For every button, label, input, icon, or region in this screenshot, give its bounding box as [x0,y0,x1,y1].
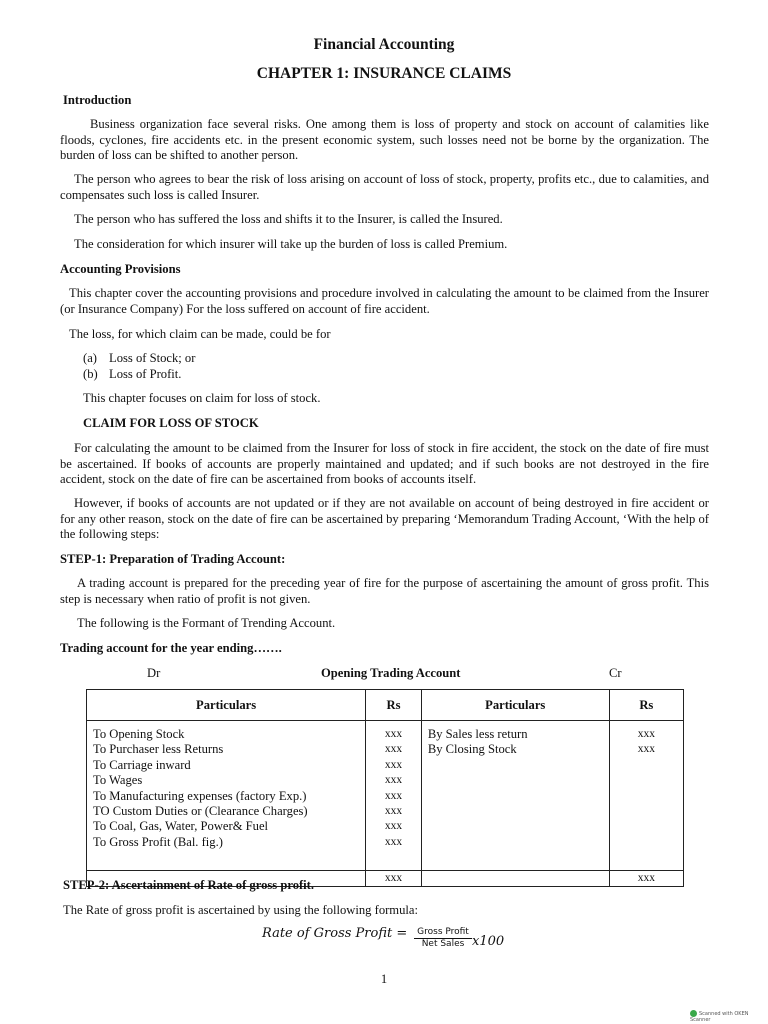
debit-item-amount: xxx [384,804,403,817]
debit-item-amount: xxx [384,789,403,802]
debit-item-label: To Wages [93,773,143,788]
introduction-heading: Introduction [63,93,132,107]
subject-title: Financial Accounting [313,36,455,53]
step1-paragraph-1: A trading account is prepared for the preceding year of fire for the purpose of ascertaining the amount of gross profit. This step is necessary when ratio of profit is not given. [60,576,709,606]
formula-numerator: Gross Profit [414,927,472,939]
debit-item-label: To Gross Profit (Bal. fig.) [93,834,223,849]
formula-fraction [414,927,472,949]
list-text: Loss of Profit. [109,367,182,381]
column-header: Rs [609,690,683,721]
debit-item-amount: xxx [384,774,403,787]
debit-item-label: To Purchaser less Returns [93,742,224,757]
scanner-logo-icon [690,1010,697,1017]
total-debit: xxx [366,871,422,887]
debit-item-label: To Carriage inward [93,757,191,772]
credit-particulars-cell [421,721,609,871]
step1-heading: STEP-1: Preparation of Trading Account: [60,552,286,566]
table-caption: Trading account for the year ending……. [60,641,282,655]
table-header-row [87,690,684,721]
total-spacer-cell [421,871,609,887]
column-header: Particulars [87,690,366,721]
debit-item-label: To Opening Stock [93,727,185,741]
debit-item-amount: xxx [384,743,403,756]
column-header: Rs [366,690,422,721]
debit-item-label: To Coal, Gas, Water, Power& Fuel [93,819,269,834]
column-header: Particulars [421,690,609,721]
provisions-paragraph-3: This chapter focuses on claim for loss of stock. [83,391,321,405]
formula-lhs: Rate of Gross Profit = [262,926,408,941]
scanner-text: Scanned with OKEN Scanner [690,1011,749,1023]
provisions-paragraph-2: The loss, for which claim can be made, could be for [69,327,331,341]
list-text: Loss of Stock; or [109,351,196,365]
list-item [83,367,182,382]
formula-multiplier: x100 [472,934,505,949]
credit-item-amount: xxx [637,743,655,756]
debit-item-label: TO Custom Duties or (Clearance Charges) [93,803,308,818]
claim-paragraph-2: However, if books of accounts are not updated or if they are not available on account of being destroyed in fire accident or for any other reason, stock on the date of fire can be ascertained by preparing ‘Memorandum Trading Account, ‘With the help of the following steps: [60,496,709,541]
accounting-provisions-heading: Accounting Provisions [60,262,181,276]
debit-item-amount: xxx [384,835,403,848]
list-marker: (a) [83,351,97,365]
intro-paragraph-4: The consideration for which insurer will take up the burden of loss is called Premium. [74,237,508,251]
debit-particulars-cell [87,721,366,871]
intro-paragraph-2: The person who agrees to bear the risk of loss arising on account of loss of stock, property, profits etc., due to calamities, and compensates such loss is called Insurer. [60,172,709,202]
credit-item-label: By Closing Stock [427,742,517,757]
step2-paragraph-1: The Rate of gross profit is ascertained by using the following formula: [63,903,418,917]
provisions-paragraph-1: This chapter cover the accounting provisions and procedure involved in calculating the amount to be claimed from the Insurer (or Insurance Company) For the loss suffered on account of fire accident. [60,286,709,316]
claim-paragraph-1: For calculating the amount to be claimed from the Insurer for loss of stock in fire accident, the stock on the date of fire must be ascertained. If books of accounts are properly maintained and updated; and if such books are not destroyed in the fire accident, stock on the date of fire can be ascertained from books of accounts itself. [60,441,709,486]
debit-amount-cell [366,721,422,871]
credit-amount-cell [609,721,683,871]
step2-heading: STEP-2: Ascertainment of Rate of gross profit. [63,878,315,892]
page-number: 1 [380,972,388,986]
table-body-row [87,721,684,871]
debit-item-amount: xxx [384,728,403,740]
debit-item-label: To Manufacturing expenses (factory Exp.) [93,788,307,803]
chapter-title: CHAPTER 1: INSURANCE CLAIMS [256,65,512,82]
credit-item-label: By Sales less return [427,727,528,741]
list-marker: (b) [83,367,98,381]
credit-label: Cr [609,666,622,680]
scanner-watermark [690,1010,768,1023]
debit-label: Dr [147,666,161,680]
claim-heading: CLAIM FOR LOSS OF STOCK [83,416,259,430]
total-credit: xxx [609,871,683,887]
formula-denominator: Net Sales [421,939,465,949]
trading-account-table [86,689,684,887]
intro-paragraph-3: The person who has suffered the loss and shifts it to the Insurer, is called the Insured. [74,212,503,226]
credit-item-amount: xxx [637,728,655,740]
table-title: Opening Trading Account [321,666,461,680]
list-item [83,351,196,366]
debit-item-amount: xxx [384,758,403,771]
debit-item-amount: xxx [384,820,403,833]
step1-paragraph-2: The following is the Formant of Trending Account. [77,616,336,630]
intro-paragraph-1: Business organization face several risks. One among them is loss of property and stock on account of calamities like floods, cyclones, fire accidents etc. in the present economic system, such losses need not be borne by the organization. The burden of loss can be shifted to another person. [60,117,709,162]
